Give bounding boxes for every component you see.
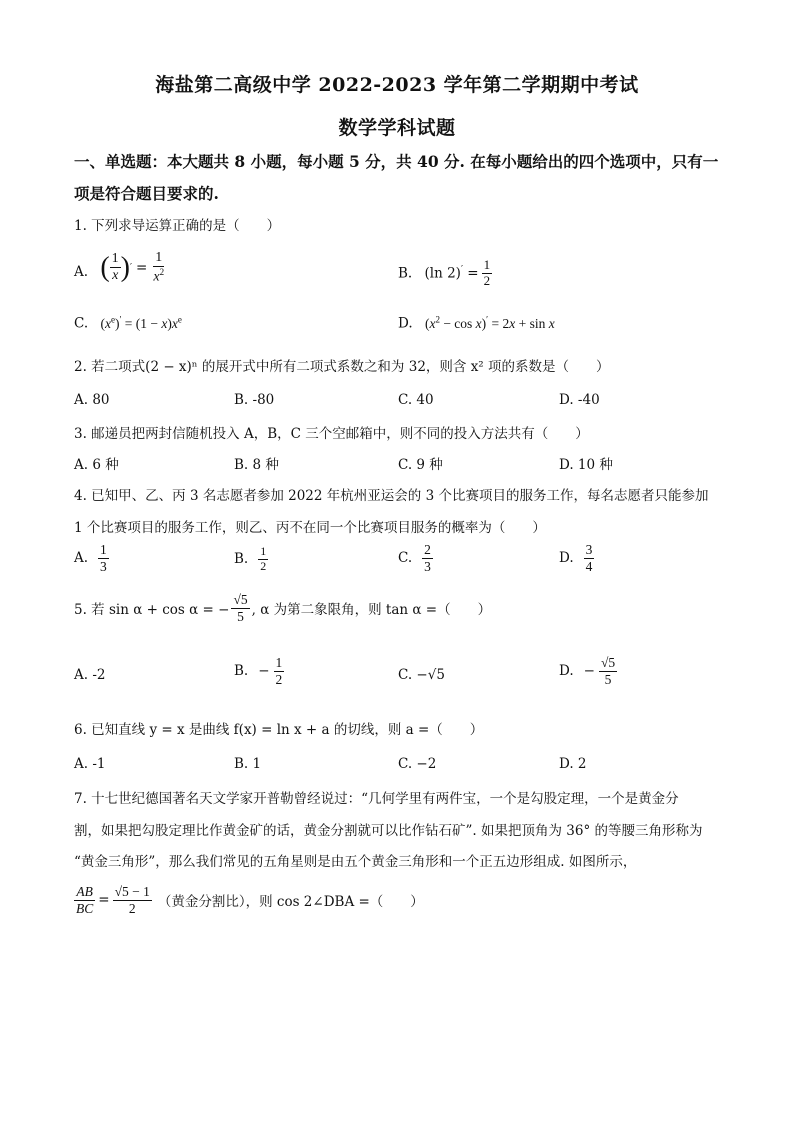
- option-label: C.: [74, 315, 89, 332]
- question-3-stem: 3. 邮递员把两封信随机投入 A，B，C 三个空邮箱中，则不同的投入方法共有（ ）: [74, 426, 589, 442]
- question-2-option-a[interactable]: A. 80: [74, 392, 110, 408]
- section-heading-line2: 项是符合题目要求的.: [74, 184, 219, 203]
- question-5-suffix: , α 为第二象限角，则 tan α =（ ）: [251, 602, 492, 619]
- option-label: B.: [234, 551, 249, 568]
- question-5-prefix: 5. 若 sin α + cos α = −: [74, 602, 230, 619]
- question-5-stem: [74, 592, 491, 624]
- question-7-line4: [74, 884, 424, 916]
- fraction: $\frac{3}{4}$: [585, 542, 593, 574]
- question-1-stem: 1. 下列求导运算正确的是（ ）: [74, 218, 281, 234]
- question-7-line3: “黄金三角形”，那么我们常见的五角星则是由五个黄金三角形和一个正五边形组成. 如图所示，: [74, 854, 637, 870]
- fraction: $\frac{1}{2}$: [275, 655, 283, 687]
- fraction: $\frac{2}{3}$: [424, 542, 431, 574]
- option-label: D.: [398, 315, 413, 332]
- formula-b: (ln 2)′ = $\frac{1}{2}$: [424, 257, 491, 288]
- option-label: D.: [559, 663, 574, 680]
- question-2-option-b[interactable]: B. -80: [234, 392, 275, 408]
- question-6-stem: 6. 已知直线 y = x 是曲线 f(x) = ln x + a 的切线，则 a =（ ）: [74, 722, 484, 738]
- page-subtitle: 数学学科试题: [338, 117, 456, 139]
- question-6-option-d[interactable]: D. 2: [559, 756, 587, 772]
- question-7-line2: 割，如果把勾股定理比作黄金矿的话，黄金分割就可以比作钻石矿”. 如果把顶角为 36° 的等腰三角形称为: [74, 823, 703, 839]
- fraction: $\frac{√5}{5}$: [233, 592, 248, 624]
- question-1-option-a[interactable]: [74, 250, 166, 286]
- question-1-option-b[interactable]: [398, 258, 492, 289]
- question-3-option-a[interactable]: A. 6 种: [74, 457, 119, 473]
- fraction: $\frac{AB}{BC}$: [76, 884, 94, 916]
- question-5-option-c[interactable]: C. −√5: [398, 667, 445, 683]
- question-3-option-b[interactable]: B. 8 种: [234, 457, 279, 473]
- question-4-option-d[interactable]: [559, 542, 594, 574]
- question-4-option-b[interactable]: [234, 545, 268, 574]
- question-2-option-c[interactable]: C. 40: [398, 392, 434, 408]
- question-5-option-d[interactable]: [559, 655, 617, 687]
- question-3-option-d[interactable]: D. 10 种: [559, 457, 613, 473]
- question-6-option-c[interactable]: C. −2: [398, 756, 437, 772]
- question-5-option-a[interactable]: A. -2: [74, 667, 106, 683]
- option-label: A.: [74, 550, 89, 567]
- fraction: $\frac{√5}{5}$: [600, 655, 616, 687]
- formula-c: $(x^e)' = (1 - x)x^e$: [100, 314, 182, 331]
- question-5-option-b[interactable]: [234, 655, 284, 687]
- question-7-line1: 7. 十七世纪德国著名天文学家开普勒曾经说过：“几何学里有两件宝，一个是勾股定理，一个是黄金分: [74, 791, 679, 807]
- option-label: B.: [398, 265, 413, 282]
- question-6-option-b[interactable]: B. 1: [234, 756, 262, 772]
- option-label: C.: [398, 550, 413, 567]
- question-6-option-a[interactable]: A. -1: [74, 756, 106, 772]
- question-2-option-d[interactable]: D. -40: [559, 392, 600, 408]
- section-heading-line1: 一、单选题：本大题共 8 小题，每小题 5 分，共 40 分. 在每小题给出的四个选项中，只有一: [74, 152, 719, 171]
- formula-d: $(x^2 - \cos x)' = 2x + \sin x$: [424, 314, 555, 331]
- question-4-option-c[interactable]: [398, 542, 433, 574]
- option-label: A.: [74, 263, 89, 280]
- fraction: $\frac{1}{3}$: [100, 542, 107, 574]
- fraction: $\frac{√5 - 1}{2}$: [114, 884, 150, 916]
- equals-sign: =: [98, 892, 110, 909]
- minus-sign: −: [258, 663, 270, 680]
- option-label: D.: [559, 550, 574, 567]
- fraction: $\frac{1}{2}$: [260, 544, 267, 573]
- option-label: B.: [234, 663, 249, 680]
- formula-a: ( $\frac{1}{x}$ ) ′ = $\frac{1}{x^2}$: [100, 250, 165, 285]
- minus-sign: −: [583, 663, 595, 680]
- question-3-option-c[interactable]: C. 9 种: [398, 457, 443, 473]
- question-4-line2: 1 个比赛项目的服务工作，则乙、丙不在同一个比赛项目服务的概率为（ ）: [74, 520, 546, 536]
- question-1-option-c[interactable]: [74, 314, 182, 332]
- question-2-stem: 2. 若二项式(2 − x)ⁿ 的展开式中所有二项式系数之和为 32，则含 x² 项的系数是（ ）: [74, 359, 610, 375]
- question-4-option-a[interactable]: [74, 542, 109, 574]
- question-4-line1: 4. 已知甲、乙、丙 3 名志愿者参加 2022 年杭州亚运会的 3 个比赛项目的服务工作，每名志愿者只能参加: [74, 488, 709, 504]
- question-1-option-d[interactable]: [398, 314, 555, 332]
- page-title: 海盐第二高级中学 2022-2023 学年第二学期期中考试: [155, 74, 639, 96]
- question-7-tail: （黄金分割比），则 cos 2∠DBA =（ ）: [157, 894, 424, 911]
